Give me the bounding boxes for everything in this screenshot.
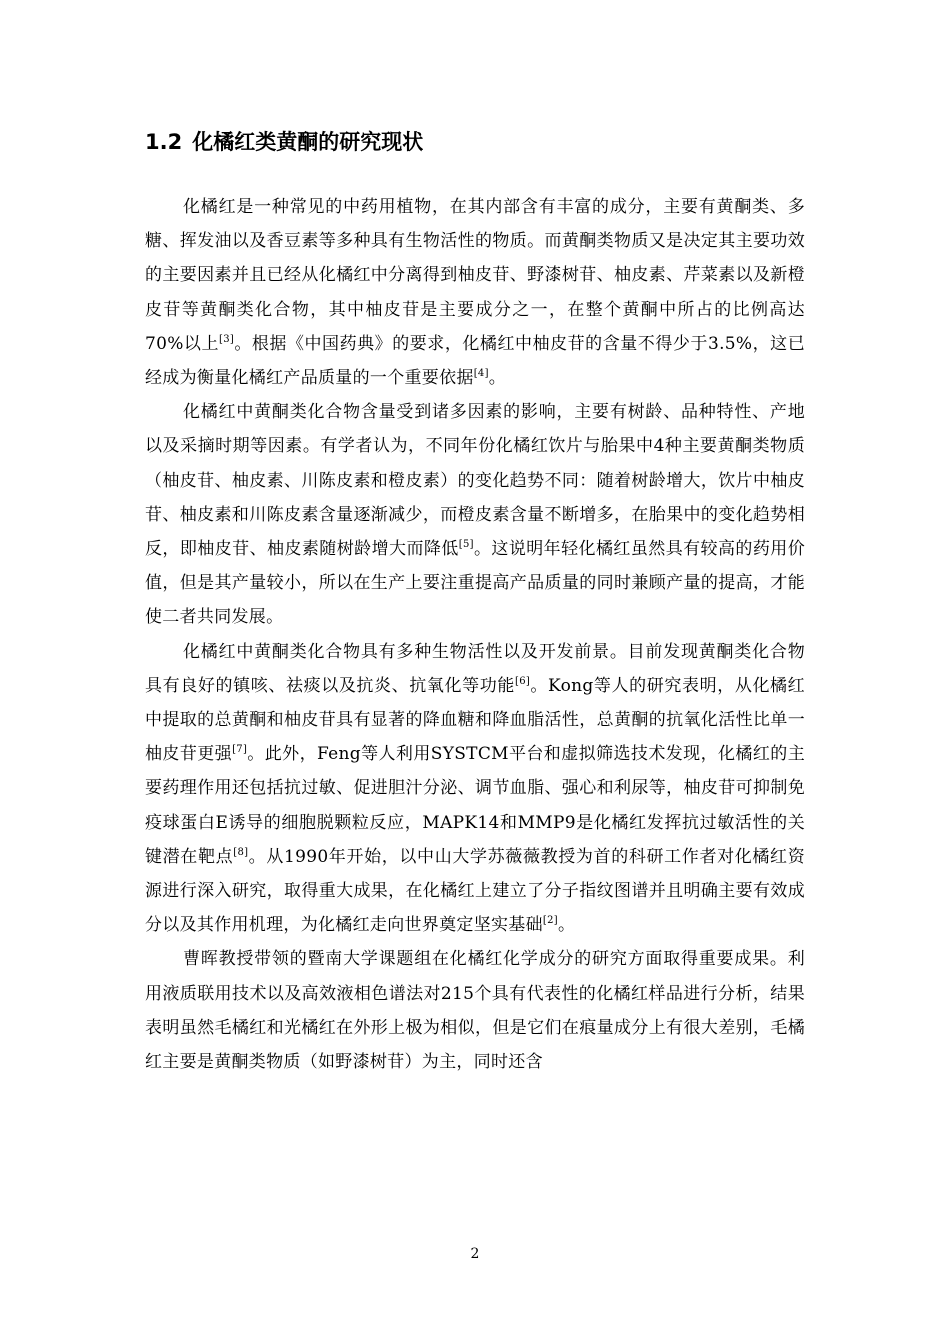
paragraph (145, 395, 805, 634)
citation-ref: [2] (542, 915, 558, 927)
citation-ref: [6] (515, 675, 531, 687)
text-run: 。Kong等人的研究表明，从化橘红中提取的总黄酮和柚皮苷具有显著的降血糖和降血脂活性，总黄酮的抗氧化活性比单一柚皮苷更强 (145, 675, 805, 765)
text-run: 化橘红中黄酮类化合物具有多种生物活性以及开发前景。目前发现黄酮类化合物具有良好的镇咳、祛痰以及抗炎、抗氧化等功能 (145, 641, 805, 696)
text-run: 曹晖教授带领的暨南大学课题组在化橘红化学成分的研究方面取得重要成果。利用液质联用技术以及高效液相色谱法对215个具有代表性的化橘红样品进行分析，结果表明虽然毛橘红和光橘红在外形上极为相似，但是它们在痕量成分上有很大差别，毛橘红主要是黄酮类物质（如野漆树苷）为主，同时还含 (145, 949, 805, 1073)
text-run: 。这说明年轻化橘红虽然具有较高的药用价值，但是其产量较小，所以在生产上要注重提高产品质量的同时兼顾产量的提高，才能使二者共同发展。 (145, 539, 805, 628)
citation-ref: [5] (458, 539, 474, 551)
text-run: 。从1990年开始，以中山大学苏薇薇教授为首的科研工作者对化橘红资源进行深入研究，取得重大成果，在化橘红上建立了分子指纹图谱并且明确主要有效成分以及其作用机理，为化橘红走向世界奠定坚实基础 (145, 846, 805, 936)
body-text (145, 190, 805, 1079)
page-number: 2 (470, 1246, 480, 1262)
section-heading (145, 124, 423, 160)
text-run: 。此外，Feng等人利用SYSTCM平台和虚拟筛选技术发现，化橘红的主要药理作用还包括抗过敏、促进胆汁分泌、调节血脂、强心和利尿等，柚皮苷可抑制免疫球蛋白E诱导的细胞脱颗粒反应，MAPK14和MMP9是化橘红发挥抗过敏活性的关键潜在靶点 (145, 744, 805, 867)
section-title: 化橘红类黄酮的研究现状 (192, 130, 424, 154)
paragraph (145, 635, 805, 943)
citation-ref: [8] (233, 846, 249, 858)
text-run: 化橘红是一种常见的中药用植物，在其内部含有丰富的成分，主要有黄酮类、多糖、挥发油以及香豆素等多种具有生物活性的物质。而黄酮类物质又是决定其主要功效的主要因素并且已经从化橘红中分离得到柚皮苷、野漆树苷、柚皮素、芹菜素以及新橙皮苷等黄酮类化合物，其中柚皮苷是主要成分之一，在整个黄酮中所占的比例高达70%以上 (145, 197, 805, 354)
text-run: 。根据《中国药典》的要求，化橘红中柚皮苷的含量不得少于3.5%，这已经成为衡量化橘红产品质量的一个重要依据 (145, 333, 805, 389)
citation-ref: [4] (473, 368, 489, 380)
text-run: 。 (488, 368, 507, 389)
citation-ref: [7] (232, 744, 248, 756)
paragraph (145, 942, 805, 1079)
text-run: 化橘红中黄酮类化合物含量受到诸多因素的影响，主要有树龄、品种特性、产地以及采摘时期等因素。有学者认为，不同年份化橘红饮片与胎果中4种主要黄酮类物质（柚皮苷、柚皮素、川陈皮素和橙皮素）的变化趋势不同：随着树龄增大，饮片中柚皮苷、柚皮素和川陈皮素含量逐渐减少，而橙皮素含量不断增多，在胎果中的变化趋势相反，即柚皮苷、柚皮素随树龄增大而降低 (145, 402, 805, 560)
citation-ref: [3] (219, 333, 235, 345)
section-number: 1.2 (145, 130, 183, 154)
text-run: 。 (557, 915, 576, 936)
paragraph (145, 190, 805, 395)
